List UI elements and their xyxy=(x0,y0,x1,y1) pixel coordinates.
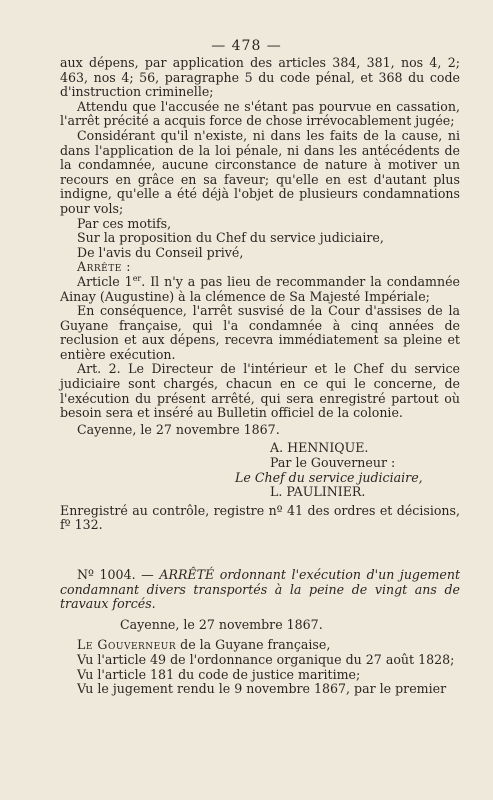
article-1-sup: er xyxy=(132,273,142,283)
paragraph-considerant: Considérant qu'il n'existe, ni dans les faits de la cause, ni dans l'application de la loi pénale, ni dans les antécédents de la condamnée, aucune circonstance de nature à motiver un recours en grâce en sa faveur; qu'elle en est d'autant plus indigne, qu'elle a été déjà l'objet de plusieurs condamnations pour vols; xyxy=(60,127,460,216)
arrete-1004 xyxy=(60,568,460,697)
vu-line-3: Vu le jugement rendu le 9 novembre 1867, par le premier xyxy=(77,681,447,697)
signature-chef: Le Chef du service judiciaire, xyxy=(235,469,423,485)
paragraph-consequence: En conséquence, l'arrêt susvisé de la Cour d'assises de la Guyane française, qui l'a condamnée à cinq années de reclusion et aux dépens, recevra immédiatement sa pleine et entière exécution. xyxy=(60,303,460,362)
gouverneur-line xyxy=(60,638,460,653)
paragraph-avis: De l'avis du Conseil privé, xyxy=(77,244,244,260)
article-1-text: . Il n'y a pas lieu de recommander la condamnée Ainay (Augustine) à la clémence de Sa Majesté Impériale; xyxy=(60,273,460,304)
paragraph-proposition: Sur la proposition du Chef du service judiciaire, xyxy=(77,230,384,246)
registre-line: Enregistré au contrôle, registre nº 41 des ordres et décisions, fº 132. xyxy=(60,502,460,533)
paragraph-attendu: Attendu que l'accusée ne s'étant pas pourvue en cassation, l'arrêt précité a acquis force de chose irrévocablement jugée; xyxy=(60,98,460,129)
arrete-heading: Arrête : xyxy=(77,259,132,275)
paragraph-motifs: Par ces motifs, xyxy=(77,215,172,231)
arrete-number: Nº 1004. xyxy=(77,567,136,582)
page-number: — 478 — xyxy=(211,38,282,54)
article-1-lead: Article 1 xyxy=(77,273,133,289)
signature-name-2: L. PAULINIER. xyxy=(270,484,366,500)
date-line: Cayenne, le 27 novembre 1867. xyxy=(77,421,280,437)
heading-dash: — xyxy=(135,567,160,582)
vu-line-1: Vu l'article 49 de l'ordonnance organique du 27 août 1828; xyxy=(77,651,455,667)
arrete-1004-heading xyxy=(60,568,460,612)
paragraph-article-1 xyxy=(60,275,460,304)
arrete-1004-date: Cayenne, le 27 novembre 1867. xyxy=(120,616,323,632)
signature-name: A. HENNIQUE. xyxy=(270,440,369,456)
paragraph-article-2: Art. 2. Le Directeur de l'intérieur et le Chef du service judiciaire sont chargés, chacun en ce qui le concerne, de l'exécution du présent arrêté, qui sera enregistré partout où besoin sera et inséré au Bulletin officiel de la colonie. xyxy=(60,361,460,421)
arrete-title: ARRÊTÉ ordonnant l'exécution d'un jugement condamnant divers transportés à la peine de vingt ans de travaux forcés. xyxy=(60,567,461,612)
signature-par: Par le Gouverneur : xyxy=(270,455,396,471)
paragraph-continuation: aux dépens, par application des articles 384, 381, nos 4, 2; 463, nos 4; 56, paragraphe 5 du code pénal, et 368 du code d'instruction criminelle; xyxy=(60,55,460,100)
gouverneur-label: Le Gouverneur xyxy=(77,637,177,653)
gouverneur-rest: de la Guyane française, xyxy=(176,637,331,653)
arrete-continuation xyxy=(60,56,460,533)
vu-line-2: Vu l'article 181 du code de justice maritime; xyxy=(77,666,361,682)
